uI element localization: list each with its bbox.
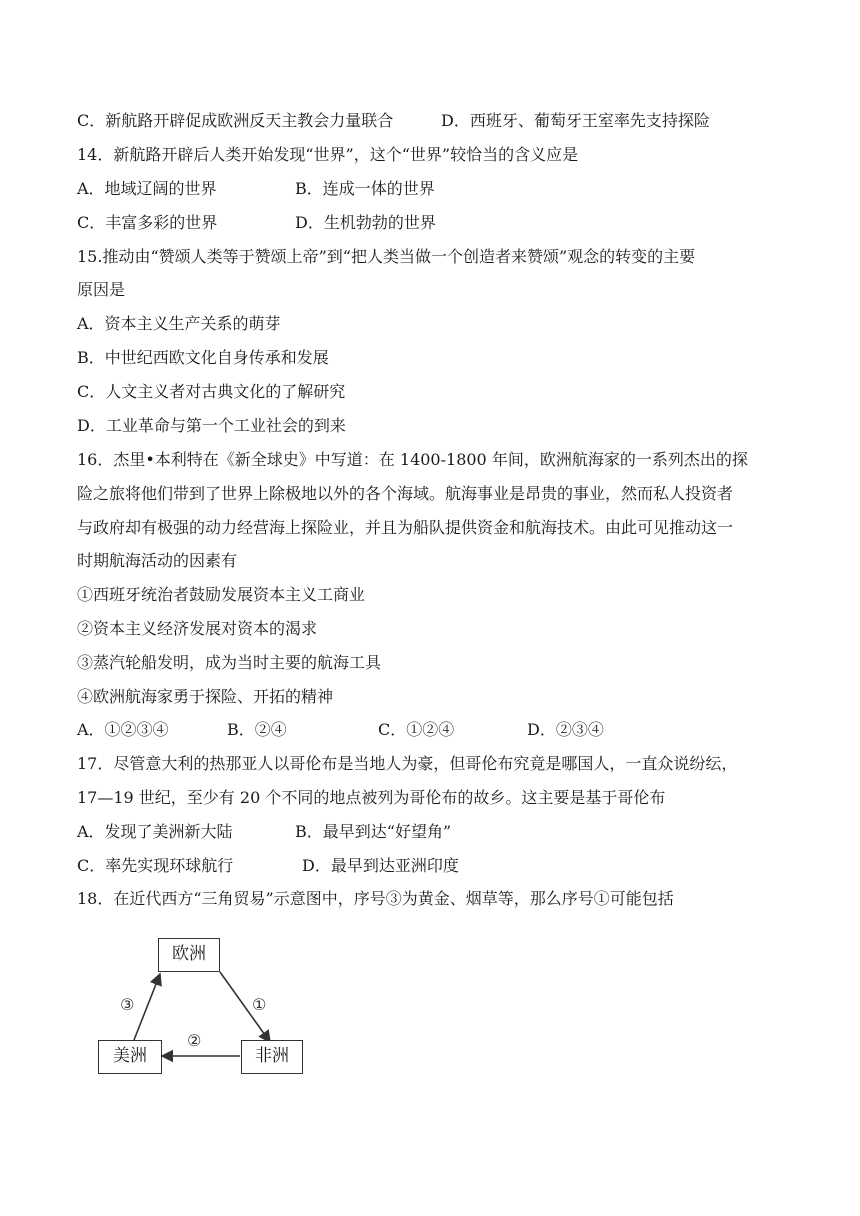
- question-16-item-4: ④欧洲航海家勇于探险、开拓的精神: [77, 687, 334, 706]
- america-box: 美洲: [98, 1040, 162, 1074]
- option-d: D．②③④: [527, 720, 604, 739]
- question-16-stem-line1: 16．杰里•本利特在《新全球史》中写道：在 1400-1800 年间，欧洲航海家的一系列杰出的探: [77, 450, 748, 469]
- question-17-stem-line2: 17—19 世纪，至少有 20 个不同的地点被列为哥伦布的故乡。这主要是基于哥伦布: [77, 788, 666, 807]
- route-3-arrow: [134, 974, 160, 1040]
- question-16-item-1: ①西班牙统治者鼓励发展资本主义工商业: [77, 585, 366, 604]
- option-d: D．生机勃勃的世界: [295, 213, 436, 232]
- option-c: C．丰富多彩的世界: [77, 213, 218, 232]
- question-16-stem-line3: 与政府却有极强的动力经营海上探险业，并且为船队提供资金和航海技术。由此可见推动这一: [77, 518, 734, 537]
- option-d: D．最早到达亚洲印度: [302, 856, 459, 875]
- africa-box: 非洲: [241, 1040, 303, 1074]
- question-15-option-c: C．人文主义者对古典文化的了解研究: [77, 382, 346, 401]
- question-15-option-a: A．资本主义生产关系的萌芽: [77, 314, 281, 333]
- question-15-stem-line2: 原因是: [77, 280, 126, 299]
- option-a: A．地域辽阔的世界: [77, 179, 217, 198]
- option-c: C．①②④: [378, 720, 455, 739]
- triangle-trade-diagram: [90, 928, 320, 1088]
- question-17-stem-line1: 17．尽管意大利的热那亚人以哥伦布是当地人为豪，但哥伦布究竟是哪国人，一直众说纷纭，: [77, 754, 738, 773]
- route-1-label: ①: [252, 995, 267, 1014]
- question-18-stem: 18．在近代西方“三角贸易”示意图中，序号③为黄金、烟草等，那么序号①可能包括: [77, 889, 674, 908]
- route-3-label: ③: [120, 995, 135, 1014]
- option-a: A．①②③④: [77, 720, 169, 739]
- option-b: B．②④: [227, 720, 287, 739]
- question-15-stem-line1: 15.推动由“赞颂人类等于赞颂上帝”到“把人类当做一个创造者来赞颂”观念的转变的主要: [77, 247, 696, 266]
- question-16-stem-line2: 险之旅将他们带到了世界上除极地以外的各个海域。航海事业是昂贵的事业，然而私人投资者: [77, 484, 734, 503]
- question-16-stem-line4: 时期航海活动的因素有: [77, 551, 238, 570]
- question-15-option-d: D．工业革命与第一个工业社会的到来: [77, 416, 346, 435]
- question-16-item-3: ③蒸汽轮船发明，成为当时主要的航海工具: [77, 653, 382, 672]
- option-b: B．连成一体的世界: [295, 179, 435, 198]
- question-15-option-b: B．中世纪西欧文化自身传承和发展: [77, 348, 329, 367]
- europe-box: 欧洲: [158, 938, 220, 972]
- route-2-label: ②: [187, 1031, 202, 1050]
- option-a: A．发现了美洲新大陆: [77, 822, 233, 841]
- question-14-stem: 14．新航路开辟后人类开始发现“世界”，这个“世界”较恰当的含义应是: [77, 145, 579, 164]
- option-c: C．率先实现环球航行: [77, 856, 234, 875]
- question-16-item-2: ②资本主义经济发展对资本的渴求: [77, 619, 318, 638]
- option-b: B．最早到达“好望角”: [295, 822, 452, 841]
- option-d: D．西班牙、葡萄牙王室率先支持探险: [441, 111, 710, 130]
- option-c: C．新航路开辟促成欧洲反天主教会力量联合: [77, 111, 394, 130]
